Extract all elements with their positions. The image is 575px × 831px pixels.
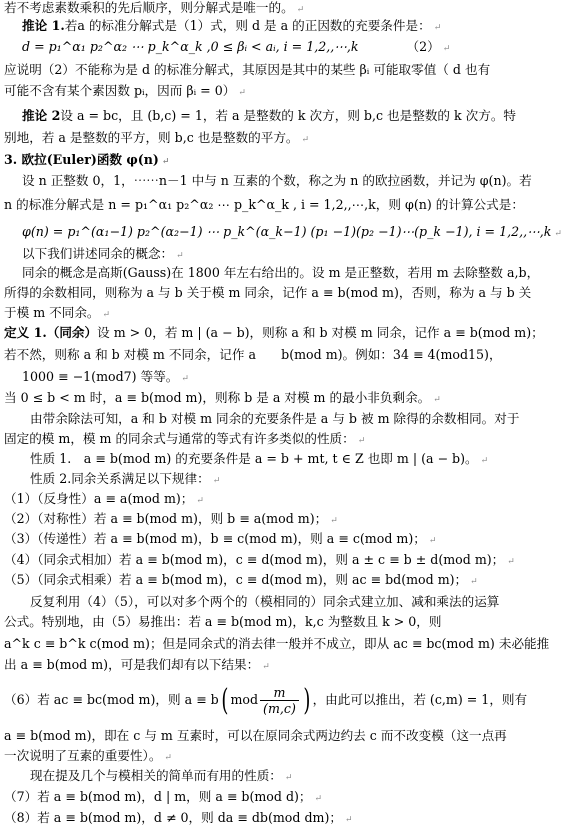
property-2: 性质 2.同余关系满足以下规律： ↵ [30,471,221,486]
rule-2: （2）（对称性）若 a ≡ b(mod m)，则 b ≡ a(mod m)； ↵ [4,511,338,526]
section-heading: 3. 欧拉(Euler)函数 φ(n) ↵ [4,152,170,167]
line-text: 固定的模 m，模 m 的同余式与通常的等式有许多类似的性质： [4,431,355,446]
right-paren: ) [303,683,311,718]
line-text: （2）（对称性）若 a ≡ b(mod m)，则 b ≡ a(mod m)； [4,511,328,526]
text-line [4,636,571,652]
text-line: 固定的模 m，模 m 的同余式与通常的等式有许多类似的性质： ↵ [4,431,366,446]
line-text: 若a 的标准分解式是（1）式，则 d 是 a 的正因数的充要条件是： [64,18,431,33]
text-line: 1000 ≡ −1(mod7) 等等。 ↵ [22,369,189,384]
text-line: 现在提及几个与模相关的简单而有用的性质： ↵ [30,768,293,783]
line-text: 应说明（2）不能称为是 d 的标准分解式，其原因是其中的某些 βᵢ 可能取零值（ d 也有 [4,62,491,77]
rule-6 [4,682,571,718]
text-line: 别地，若 a 是整数的平方，则 b,c 也是整数的平方。 ↵ [4,130,310,145]
rule-3: （3）（传递性）若 a ≡ b(mod m)，b ≡ c(mod m)，则 a ≡ c(mod m)； ↵ [4,531,437,546]
line-text: 1000 ≡ −1(mod7) 等等。 [22,369,179,384]
rule-4: （4）（同余式相加）若 a ≡ b(mod m)，c ≡ d(mod m)，则 a ± c ≡ b ± d(mod m)； ↵ [4,552,515,567]
line-text: 设 n 正整数 0，1，⋯⋯n－1 中与 n 互素的个数，称之为 n 的欧拉函数，并记为 φ(n)。若 [22,173,532,188]
text-line: 出 a ≡ b(mod m)，可是我们却有以下结果： ↵ [4,657,270,672]
line-text: （7）若 a ≡ b(mod m)，d | m，则 a ≡ b(mod d)； [4,789,312,804]
line-text: 设 m > 0，若 m | (a − b)，则称 a 和 b 对模 m 同余，记作 a ≡ b(mod m)； [97,325,544,340]
text-line [4,62,571,78]
euler-formula: φ(n) = p₁^(α₁−1) p₂^(α₂−1) ⋯ p_k^(α_k−1) (p₁ −1)(p₂ −1)⋯(p_k −1), i = 1,2,,⋯,k ↵ [22,224,562,239]
line-text: （1）（反身性）a ≡ a(mod m)； [4,491,194,506]
line-text: a ≡ b(mod m)，即在 c 与 m 互素时，可以在原同余式两边约去 c 而不改变模（这一点再 [4,728,507,743]
line-text: 出 a ≡ b(mod m)，可是我们却有以下结果： [4,657,260,672]
line-text: （8）若 a ≡ b(mod m)，d ≠ 0，则 da ≡ db(mod dm)； [4,810,342,825]
formula-2: d = p₁^α₁ p₂^α₂ ⋯ p_k^α_k ,0 ≤ βᵢ < aᵢ, i = 1,2,,⋯,k （2） ↵ [22,39,451,54]
text-line [4,285,571,301]
corollary-2-label: 推论 2 [22,108,61,123]
line-text: a^k c ≡ b^k c(mod m)；但是同余式的消去律一般并不成立，即从 ac ≡ bc(mod m) 未必能推 [4,636,550,651]
line-text: 由带余除法可知，a 和 b 对模 m 同余的充要条件是 a 与 b 被 m 除得的余数相同。对于 [30,411,520,426]
fraction-numerator: m [260,685,299,701]
formula-text: d = p₁^α₁ p₂^α₂ ⋯ p_k^α_k ,0 ≤ βᵢ < aᵢ, i = 1,2,,⋯,k [22,39,359,54]
line-text: 同余的概念是高斯(Gauss)在 1800 年左右给出的。设 m 是正整数，若用 m 去除整数 a,b， [22,265,540,280]
line-text: 别地，若 a 是整数的平方，则 b,c 也是整数的平方。 [4,130,299,145]
text-line: 以下我们讲述同余的概念： ↵ [22,246,184,261]
definition-1-label: 定义 1.（同余） [4,325,98,340]
corollary-1-label: 推论 1. [22,18,65,33]
text-line [30,411,575,427]
text-line [4,614,571,630]
line-text: 以下我们讲述同余的概念： [22,246,174,261]
line-text: 反复利用（4）（5），可以对多个两个的（模相同的）同余式建立加、减和乘法的运算 [30,594,500,609]
fraction-denominator: (m,c) [263,701,296,716]
line-text: （5）（同余式相乘）若 a ≡ b(mod m)，c ≡ d(mod m)，则 ac ≡ bd(mod m)； [4,572,468,587]
text-line [22,173,575,189]
line-text: 一次说明了互素的重要性）。 [4,748,162,763]
heading-text: 3. 欧拉(Euler)函数 φ(n) [4,152,159,167]
line-text: 若不考虑素数乘积的先后顺序，则分解式是唯一的。 [4,0,294,15]
line-text: 若不然，则称 a 和 b 对模 m 不同余，记作 a b(mod m)。例如：34 ≡ 4(mod15)， [4,347,502,362]
text-line [22,265,575,281]
line-text: 现在提及几个与模相关的简单而有用的性质： [30,768,282,783]
rule-1: （1）（反身性）a ≡ a(mod m)； ↵ [4,491,204,506]
line-text: 设 a = bc，且 (b,c) = 1，若 a 是整数的 k 次方，则 b,c 也是整数的 k 次方。特 [60,108,517,123]
line-text: 可能不含有某个素因数 pᵢ，因而 βᵢ = 0） [4,83,236,98]
rule-8: （8）若 a ≡ b(mod m)，d ≠ 0，则 da ≡ db(mod dm)； ↵ [4,810,353,825]
line-text: （6）若 ac ≡ bc(mod m)，则 a ≡ b [4,692,219,707]
property-1: 性质 1. a ≡ b(mod m) 的充要条件是 a = b + mt, t ∈ Z 也即 m | (a − b)。 ↵ [30,451,489,466]
left-paren: ( [221,683,229,718]
line-text: （4）（同余式相加）若 a ≡ b(mod m)，c ≡ d(mod m)，则 a ± c ≡ b ± d(mod m)； [4,552,505,567]
definition-1 [4,325,571,341]
line-text: ，由此可以推出，若 (c,m) = 1，则有 [312,692,528,707]
line-text: 性质 1. a ≡ b(mod m) 的充要条件是 a = b + mt, t ∈ Z 也即 m | (a − b)。 [30,451,478,466]
text-line [30,594,575,610]
text-line [4,728,571,744]
text-line: 若不考虑素数乘积的先后顺序，则分解式是唯一的。 ↵ [4,0,305,15]
line-text: 当 0 ≤ b < m 时，a ≡ b(mod m)，则称 b 是 a 对模 m 的最小非负剩余。 [4,390,431,405]
text-line [4,197,571,213]
corollary-2 [22,108,575,124]
fraction [260,685,299,716]
line-text: （3）（传递性）若 a ≡ b(mod m)，b ≡ c(mod m)，则 a ≡ c(mod m)； [4,531,426,546]
mod-text: mod [230,692,259,707]
line-text: n 的标准分解式是 n = p₁^α₁ p₂^α₂ ⋯ p_k^α_k , i = 1,2,,⋯,k，则 φ(n) 的计算公式是： [4,197,524,212]
formula-text: φ(n) = p₁^(α₁−1) p₂^(α₂−1) ⋯ p_k^(α_k−1) (p₁ −1)(p₂ −1)⋯(p_k −1), i = 1,2,,⋯,k [22,224,552,239]
rule-5: （5）（同余式相乘）若 a ≡ b(mod m)，c ≡ d(mod m)，则 ac ≡ bd(mod m)； ↵ [4,572,478,587]
line-text: 于模 m 不同余。 [4,305,100,320]
text-line: 一次说明了互素的重要性）。 ↵ [4,748,172,763]
text-line [4,347,571,363]
text-line: 可能不含有某个素因数 pᵢ，因而 βᵢ = 0） ↵ [4,83,246,98]
line-text: 所得的余数相同，则称为 a 与 b 关于模 m 同余，记作 a ≡ b(mod m)，否则，称为 a 与 b 关 [4,285,532,300]
text-line: 当 0 ≤ b < m 时，a ≡ b(mod m)，则称 b 是 a 对模 m 的最小非负剩余。 ↵ [4,390,441,405]
line-text: 公式。特别地，由（5）易推出：若 a ≡ b(mod m)，k,c 为整数且 k > 0，则 [4,614,442,629]
corollary-1: 推论 1.若a 的标准分解式是（1）式，则 d 是 a 的正因数的充要条件是： ↵ [22,18,442,33]
line-text: 性质 2.同余关系满足以下规律： [30,471,210,486]
rule-7: （7）若 a ≡ b(mod m)，d | m，则 a ≡ b(mod d)； ↵ [4,789,323,804]
text-line: 于模 m 不同余。 ↵ [4,305,111,320]
equation-number: （2） [406,39,440,54]
